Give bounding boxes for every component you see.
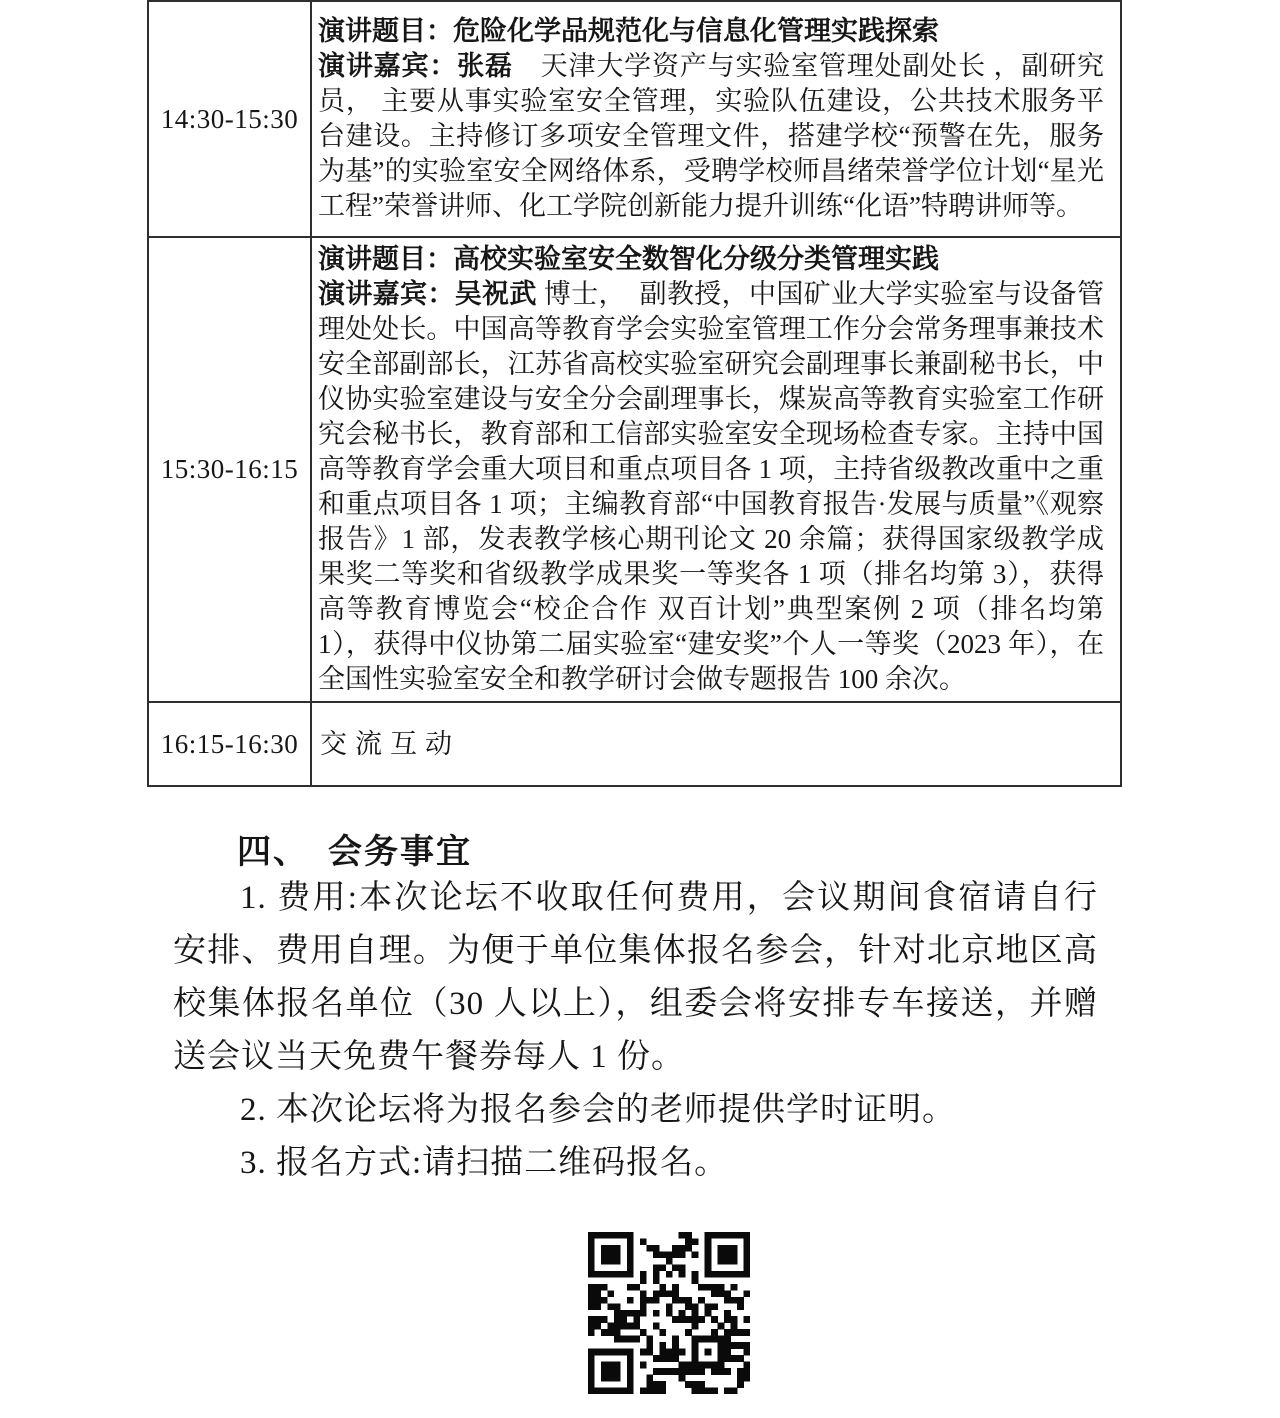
time-cell-3: 16:15-16:30 — [148, 702, 311, 786]
notice-item-registration: 3. 报名方式:请扫描二维码报名。 — [240, 1145, 729, 1181]
session-cell-2 — [311, 237, 1121, 702]
time-cell-1: 14:30-15:30 — [148, 1, 311, 237]
talk-speaker-bio-1: 演讲嘉宾：张磊 天津大学资产与实验室管理处副处长 ，副研究员， 主要从事实验室安全管理，实验队伍建设，公共技术服务平台建设。主持修订多项安全管理文件，搭建学校“预警在先，服务为基”的实验室安全网络体系，受聘学校师昌绪荣誉学位计划“星光工程”荣誉讲师、化工学院创新能力提升训练“化语”特聘讲师等。 — [318, 51, 1105, 221]
session-cell-3: 交流互动 — [311, 702, 1121, 786]
speaker-name-1: 演讲嘉宾：张磊 — [318, 51, 513, 81]
schedule-table — [147, 0, 1122, 787]
notice-item-fee: 1. 费用:本次论坛不收取任何费用，会议期间食宿请自行安排、费用自理。为便于单位集体报名参会，针对北京地区高校集体报名单位（30 人以上），组委会将安排专车接送，并赠送会议当天免费午餐券每人 1 份。 — [173, 880, 1098, 1075]
session-cell-1 — [311, 1, 1121, 237]
table-row-session-2 — [148, 237, 1121, 702]
time-cell-2: 15:30-16:15 — [148, 237, 311, 702]
speaker-name-2: 演讲嘉宾：吴祝武 — [318, 279, 537, 309]
section-heading: 四、 会务事宜 — [237, 834, 472, 871]
talk-title-1: 演讲题目：危险化学品规范化与信息化管理实践探索 — [318, 16, 939, 46]
qr-code-icon — [588, 1232, 750, 1394]
talk-title-2: 演讲题目：高校实验室安全数智化分级分类管理实践 — [318, 244, 939, 274]
table-row-session-3 — [148, 702, 1121, 786]
registration-qr-code — [588, 1232, 750, 1394]
notice-item-certificate: 2. 本次论坛将为报名参会的老师提供学时证明。 — [240, 1092, 956, 1128]
table-row-session-1 — [148, 1, 1121, 237]
talk-speaker-bio-2: 演讲嘉宾：吴祝武 博士， 副教授，中国矿业大学实验室与设备管理处处长。中国高等教育学会实验室管理工作分会常务理事兼技术安全部副部长，江苏省高校实验室研究会副理事长兼副秘书长，中仪协实验室建设与安全分会副理事长，煤炭高等教育实验室工作研究会秘书长，教育部和工信部实验室安全现场检查专家。主持中国高等教育学会重大项目和重点项目各 1 项，主持省级教改重中之重和重点项目各 1 项；主编教育部“中国教育报告·发展与质量”《观察报告》1 部，发表教学核心期刊论文 20 余篇；获得国家级教学成果奖二等奖和省级教学成果奖一等奖各 1 项（排名均第 3），获得高等教育博览会“校企合作 双百计划”典型案例 2 项（排名均第 1），获得中仪协第二届实验室“建安奖”个人一等奖（2023 年），在全国性实验室安全和教学研讨会做专题报告 100 余次。 — [318, 279, 1105, 694]
notice-list — [173, 872, 1098, 1190]
